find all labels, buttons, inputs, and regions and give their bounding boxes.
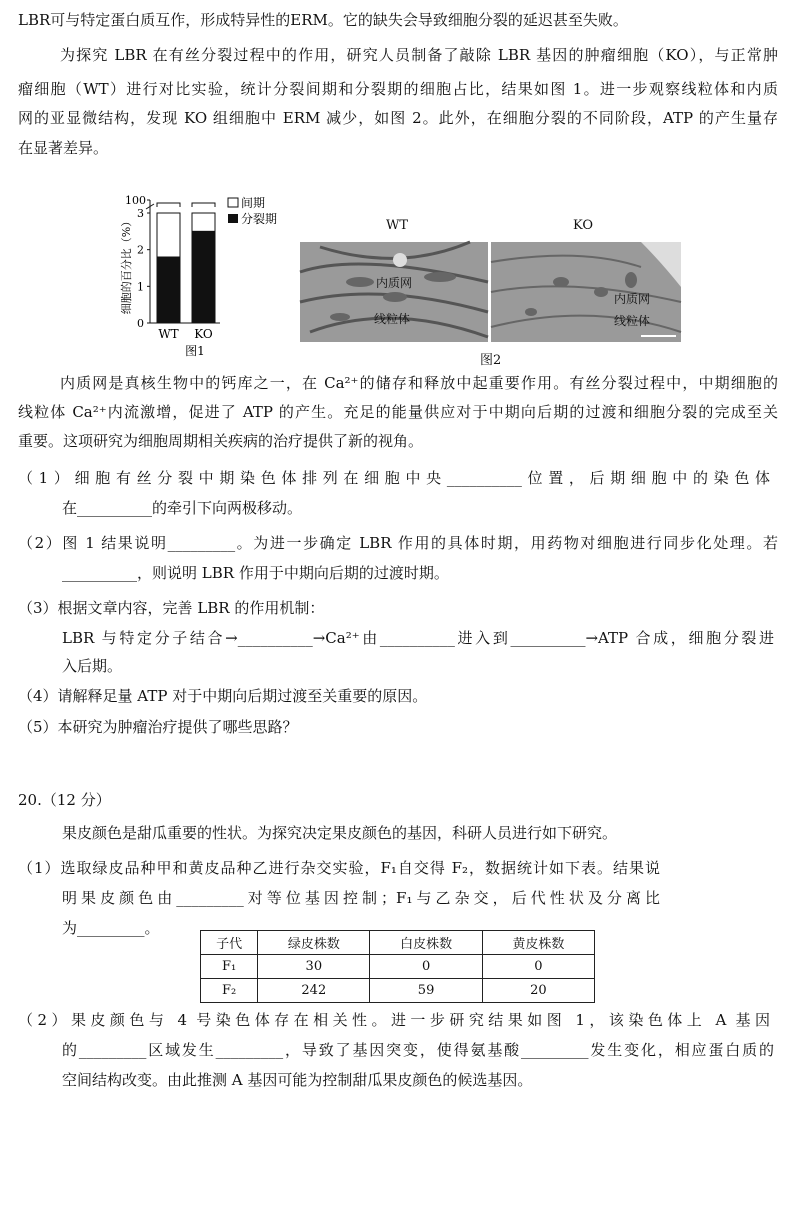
table-header-row xyxy=(201,931,595,955)
table-cell: 20 xyxy=(482,979,594,1003)
table-row xyxy=(201,979,595,1003)
wt-micrograph xyxy=(300,242,488,342)
table-header: 黄皮株数 xyxy=(482,931,594,955)
para2-line: 为探究 LBR 在有丝分裂过程中的作用，研究人员制备了敲除 LBR 基因的肿瘤细胞（KO），与正常肿 xyxy=(60,46,778,64)
q20-1-line: 为_________。 xyxy=(62,919,160,937)
y-tick-label: 2 xyxy=(137,243,144,257)
bar-mitosis xyxy=(192,231,215,323)
bar-top-segment xyxy=(157,203,180,207)
figure-2-caption: 图2 xyxy=(480,353,502,368)
legend-swatch-interphase xyxy=(228,198,238,207)
q19-line: LBR 与特定分子结合→__________→Ca²⁺由__________进入到__________→ATP 合成，细胞分裂进 xyxy=(62,629,774,647)
q20-1-line: （1）选取绿皮品种甲和黄皮品种乙进行杂交实验，F₁自交得 F₂，数据统计如下表。结果说 xyxy=(18,859,660,877)
legend-swatch-mitosis xyxy=(228,214,238,223)
q19-line: （2）图 1 结果说明_________。为进一步确定 LBR 作用的具体时期，用药物对细胞进行同步化处理。若 xyxy=(18,534,778,552)
offspring-table xyxy=(200,930,595,1003)
y-tick-label: 1 xyxy=(137,280,144,294)
para3-line: 线粒体 Ca²⁺内流激增，促进了 ATP 的产生。充足的能量供应对于中期向后期的过渡和细胞分裂的完成至关 xyxy=(18,403,778,421)
q19-line: （4）请解释足量 ATP 对于中期向后期过渡至关重要的原因。 xyxy=(18,687,428,705)
table-cell: 0 xyxy=(370,955,482,979)
para2-line: 瘤细胞（WT）进行对比实验，统计分裂间期和分裂期的细胞占比，结果如图 1。进一步观察线粒体和内质 xyxy=(18,80,778,98)
y-tick-label: 100 xyxy=(125,194,146,207)
legend-label: 间期 xyxy=(241,196,266,210)
wt-mito-annotation: 线粒体 xyxy=(374,312,411,326)
wt-er-annotation: 内质网 xyxy=(376,276,413,290)
figure-1-caption: 图1 xyxy=(185,344,205,358)
bar-mitosis xyxy=(157,257,180,323)
q20-2-line: （2）果皮颜色与 4 号染色体存在相关性。进一步研究结果如图 1，该染色体上 A 基因 xyxy=(18,1011,770,1029)
x-tick-label: WT xyxy=(158,327,179,341)
table-header: 绿皮株数 xyxy=(258,931,370,955)
para3-line: 重要。这项研究为细胞周期相关疾病的治疗提供了新的视角。 xyxy=(18,432,424,450)
y-tick-label: 3 xyxy=(137,207,144,220)
ko-mito-annotation: 线粒体 xyxy=(614,314,651,328)
ko-label: KO xyxy=(573,218,594,233)
bar-top-segment xyxy=(192,203,215,207)
table-cell: 0 xyxy=(482,955,594,979)
q20-2-line: 空间结构改变。由此推测 A 基因可能为控制甜瓜果皮颜色的候选基因。 xyxy=(62,1071,533,1089)
q20-heading: 20.（12 分） xyxy=(18,791,111,809)
q20-1-line: 明果皮颜色由_________对等位基因控制；F₁与乙杂交，后代性状及分离比 xyxy=(62,889,660,907)
q19-line: （5）本研究为肿瘤治疗提供了哪些思路？ xyxy=(18,718,298,736)
figure-1-chart xyxy=(108,190,298,358)
table-cell: 59 xyxy=(370,979,482,1003)
para2-line: 网的亚显微结构，发现 KO 组细胞中 ERM 减少，如图 2。此外，在细胞分裂的不同阶段，ATP 的产生量存 xyxy=(18,109,778,127)
ko-er-annotation: 内质网 xyxy=(614,292,651,306)
y-tick-label: 0 xyxy=(137,317,144,330)
q19-line: 入后期。 xyxy=(62,657,123,675)
y-axis-label: 细胞的百分比（%） xyxy=(120,215,133,315)
q19-line: （1）细胞有丝分裂中期染色体排列在细胞中央__________位置，后期细胞中的染色体 xyxy=(18,469,770,487)
table-row xyxy=(201,955,595,979)
intro-line: LBR可与特定蛋白质互作，形成特异性的ERM。它的缺失会导致细胞分裂的延迟甚至失败。 xyxy=(18,11,628,29)
para2-line: 在显著差异。 xyxy=(18,139,109,157)
table-cell: 242 xyxy=(258,979,370,1003)
table-cell: F₂ xyxy=(201,979,258,1003)
ko-micrograph xyxy=(491,242,681,342)
q19-line: （3）根据文章内容，完善 LBR 的作用机制： xyxy=(18,599,325,617)
table-header: 子代 xyxy=(201,931,258,955)
wt-label: WT xyxy=(386,218,409,233)
q20-intro: 果皮颜色是甜瓜重要的性状。为探究决定果皮颜色的基因，科研人员进行如下研究。 xyxy=(62,824,618,842)
q19-line: __________，则说明 LBR 作用于中期向后期的过渡时期。 xyxy=(62,564,449,582)
legend-label: 分裂期 xyxy=(241,212,278,226)
table-cell: F₁ xyxy=(201,955,258,979)
table-cell: 30 xyxy=(258,955,370,979)
x-tick-label: KO xyxy=(194,327,213,341)
q19-line: 在__________的牵引下向两极移动。 xyxy=(62,499,303,517)
table-header: 白皮株数 xyxy=(370,931,482,955)
q20-2-line: 的_________区域发生_________，导致了基因突变，使得氨基酸_________发生变化，相应蛋白质的 xyxy=(62,1041,774,1059)
para3-line: 内质网是真核生物中的钙库之一，在 Ca²⁺的储存和释放中起重要作用。有丝分裂过程中，中期细胞的 xyxy=(60,374,778,392)
